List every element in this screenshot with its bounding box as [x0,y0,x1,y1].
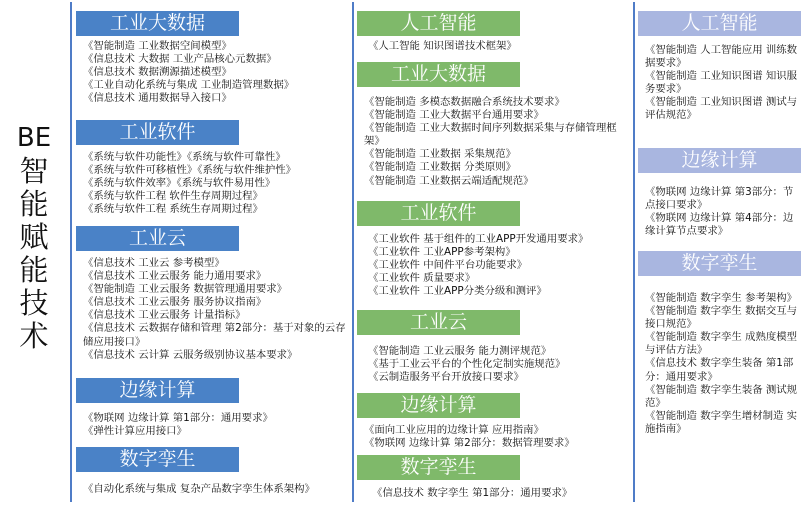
side-title-line1: BE [16,123,52,153]
list-item: 《信息技术 通用数据导入接口》 [83,92,232,105]
section-header-ai: 人工智能 [357,11,520,36]
list-item: 《工业软件 质量要求》 [368,272,476,285]
list-item: 《信息技术 数据溯源描述模型》 [83,66,232,79]
standards-list [645,44,801,123]
list-item: 《信息技术 数字孪生 第1部分：通用要求》 [372,487,573,499]
standards-list [83,257,347,362]
side-title-char: 能 [19,187,49,221]
column-divider [633,2,635,502]
standards-list [83,483,348,496]
section-header-edge-computing: 边缘计算 [76,378,239,403]
list-item: 《智能制造 数字孪生装备 测试规范》 [645,383,798,409]
section-header-edge-computing: 边缘计算 [638,148,801,173]
standards-list [83,40,348,105]
list-item: 《信息技术 工业云 参考模型》 [83,257,225,269]
list-item: 《智能制造 数字孪生增材制造 实施指南》 [645,409,798,435]
side-title-char: 赋 [19,220,49,254]
side-title-char: 术 [19,319,49,353]
list-item: 《自动化系统与集成 复杂产品数字孪生体系架构》 [83,483,315,495]
list-item: 《系统与软件工程 软件生存周期过程》 [83,190,263,203]
list-item: 《面向工业应用的边缘计算 应用指南》 [364,424,544,436]
standards-list [83,412,348,438]
list-item: 《智能制造 数字孪生 参考架构》 [645,292,798,304]
standards-list [368,345,630,384]
standards-list [645,186,801,238]
side-title-char: 能 [19,253,49,287]
list-item: 《智能制造 多模态数据融合系统技术要求》 [364,96,565,108]
column-divider [70,2,72,502]
list-item: 《系统与软件效率》《系统与软件易用性》 [83,177,276,190]
list-item: 《物联网 边缘计算 第2部分：数据管理要求》 [364,437,575,450]
section-header-ai: 人工智能 [638,11,801,36]
list-item: 《信息技术 云计算 云服务级别协议基本要求》 [83,348,298,361]
list-item: 《工业软件 工业APP参考架构》 [368,246,516,259]
section-header-digital-twin: 数字孪生 [357,455,520,480]
section-header-edge-computing: 边缘计算 [357,393,520,418]
list-item: 《工业软件 中间件平台功能要求》 [368,259,528,272]
standards-list [364,96,630,188]
standards-list [364,424,630,450]
list-item: 《人工智能 知识图谱技术框架》 [368,40,517,52]
list-item: 《智能制造 工业大数据时间序列数据采集与存储管理框架》 [364,122,617,148]
list-item: 《智能制造 工业数据 采集规范》 [364,148,517,161]
list-item: 《系统与软件工程 系统生存周期过程》 [83,203,263,216]
standards-list [645,292,801,436]
side-title-char: 智 [19,154,49,188]
list-item: 《系统与软件功能性》《系统与软件可靠性》 [83,151,286,163]
list-item: 《物联网 边缘计算 第3部分：节点接口要求》 [645,186,794,212]
list-item: 《智能制造 人工智能应用 训练数据要求》 [645,44,798,70]
list-item: 《信息技术 云数据存储和管理 第2部分：基于对象的云存储应用接口》 [83,322,346,348]
list-item: 《智能制造 数字孪生 数据交互与接口规范》 [645,305,798,331]
section-header-digital-twin: 数字孪生 [638,251,801,276]
list-item: 《智能制造 工业知识图谱 知识服务要求》 [645,70,798,96]
section-header-industrial-software: 工业软件 [357,201,520,226]
section-header-industrial-software: 工业软件 [76,120,239,145]
section-header-digital-twin: 数字孪生 [76,447,239,472]
list-item: 《智能制造 工业大数据平台通用要求》 [364,109,544,122]
section-header-industrial-cloud: 工业云 [357,310,520,335]
standards-list [368,40,630,53]
list-item: 《智能制造 数字孪生 成熟度模型与评估方法》 [645,331,798,357]
list-item: 《工业软件 基于组件的工业APP开发通用要求》 [368,233,589,245]
list-item: 《弹性计算应用接口》 [83,425,187,438]
column-divider [352,2,354,502]
list-item: 《信息技术 数字孪生装备 第1部分：通用要求》 [645,357,794,383]
list-item: 《智能制造 工业数据云端适配规范》 [364,174,534,187]
section-header-industrial-big-data: 工业大数据 [357,62,520,87]
standards-list [368,233,630,298]
list-item: 《信息技术 工业云服务 能力通用要求》 [83,270,267,283]
list-item: 《智能制造 工业云服务 数据管理通用要求》 [83,283,288,296]
list-item: 《信息技术 大数据 工业产品核心元数据》 [83,53,277,66]
list-item: 《工业自动化系统与集成 工业制造管理数据》 [83,79,295,92]
list-item: 《物联网 边缘计算 第1部分：通用要求》 [83,412,273,424]
standards-list [83,151,348,216]
list-item: 《物联网 边缘计算 第4部分：边缘计算节点要求》 [645,212,794,238]
list-item: 《信息技术 工业云服务 服务协议指南》 [83,296,267,309]
standards-list [372,487,630,500]
list-item: 《信息技术 工业云服务 计量指标》 [83,309,246,322]
section-header-industrial-cloud: 工业云 [76,226,239,251]
section-header-industrial-big-data: 工业大数据 [76,11,239,36]
side-title-char: 技 [19,286,49,320]
side-title [8,122,60,353]
list-item: 《系统与软件可移植性》《系统与软件维护性》 [83,164,297,177]
list-item: 《云制造服务平台开放接口要求》 [368,371,524,384]
list-item: 《智能制造 工业数据空间模型》 [83,40,232,52]
list-item: 《基于工业云平台的个性化定制实施规范》 [368,358,566,371]
list-item: 《工业软件 工业APP分类分级和测评》 [368,285,547,298]
list-item: 《智能制造 工业数据 分类原则》 [364,161,517,174]
list-item: 《智能制造 工业云服务 能力测评规范》 [368,345,552,357]
list-item: 《智能制造 工业知识图谱 测试与评估规范》 [645,96,798,122]
